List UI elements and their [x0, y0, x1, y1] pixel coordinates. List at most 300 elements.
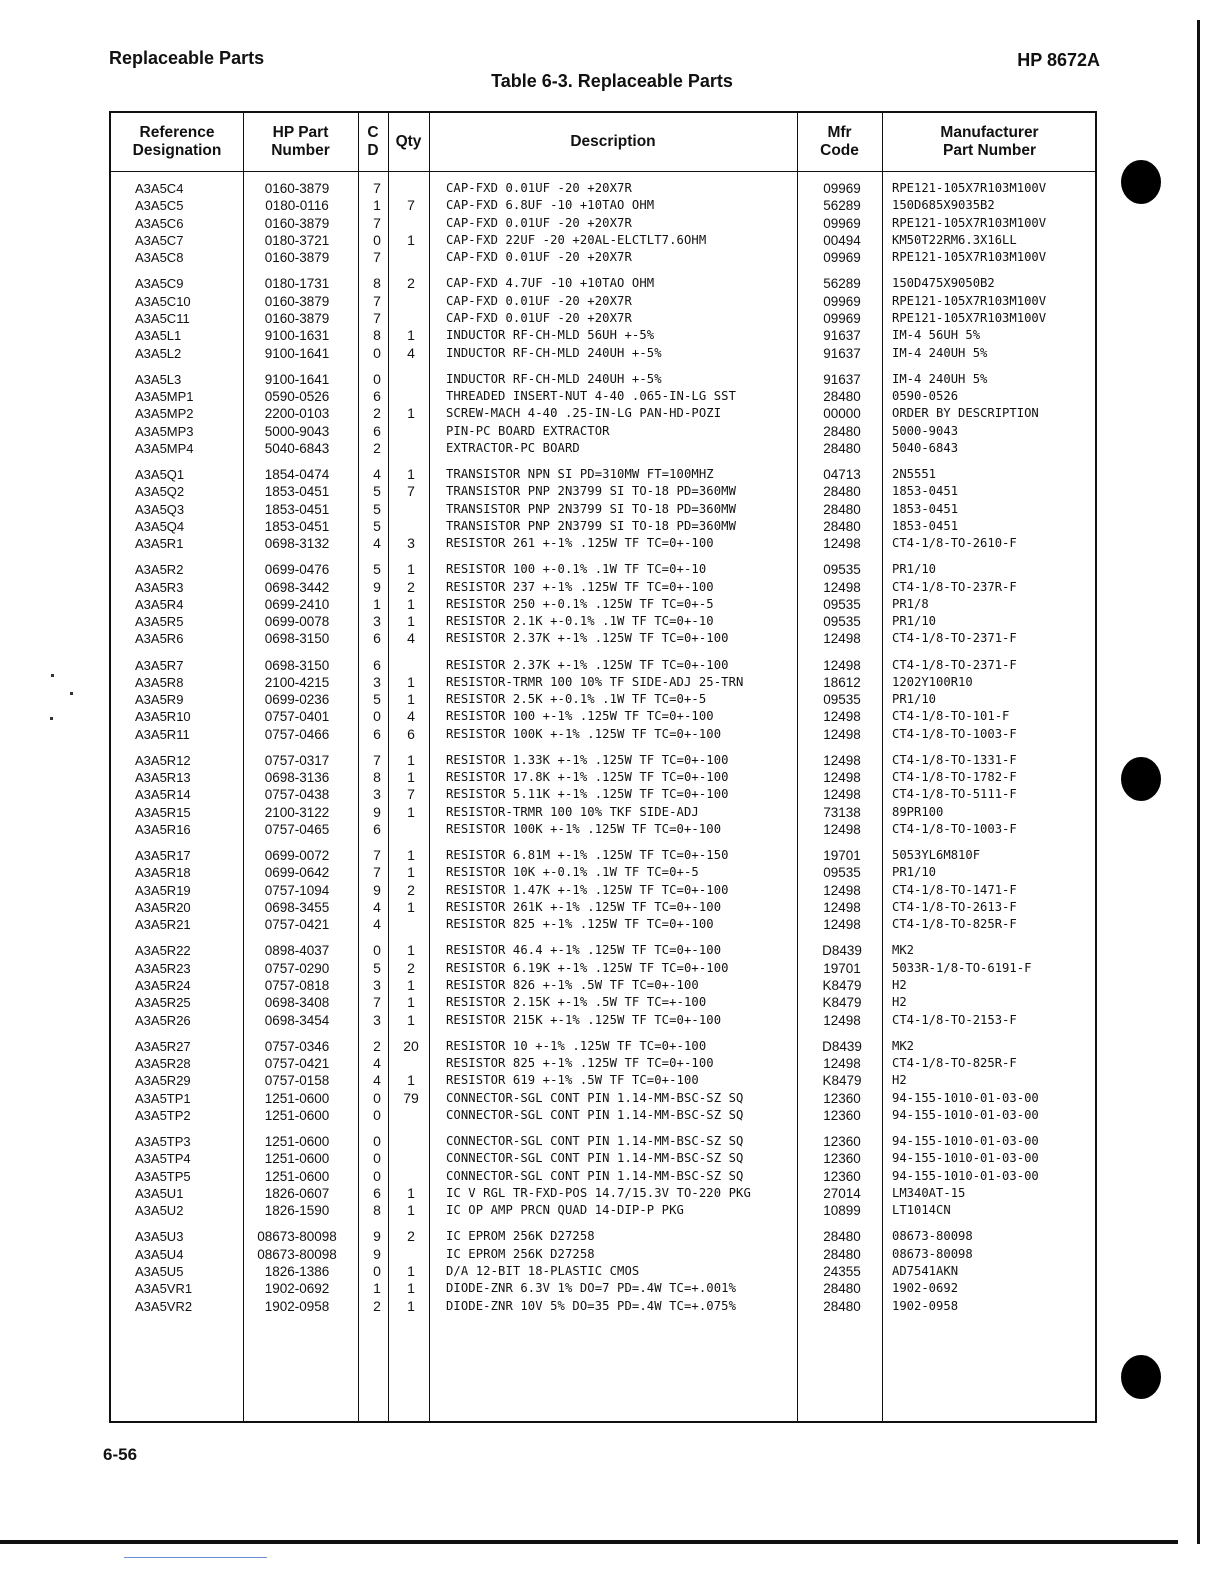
table-row — [111, 726, 1095, 743]
table-row — [111, 232, 1095, 249]
table-row — [111, 466, 1095, 483]
cell-part: 2200-0103 — [264, 406, 330, 422]
cell-mpn: ORDER BY DESCRIPTION — [892, 406, 1039, 421]
col-header-qty: Qty — [395, 133, 422, 150]
cell-mpn: 5040-6843 — [892, 440, 959, 455]
table-row — [111, 899, 1095, 916]
cell-mfr: 28480 — [823, 501, 861, 517]
cell-desc: RESISTOR 46.4 +-1% .125W TF TC=0+-100 — [446, 943, 722, 958]
table-row — [111, 1055, 1095, 1072]
cell-ref: A3A5TP5 — [135, 1168, 191, 1184]
col-header-cd: C D — [367, 124, 379, 159]
cell-mpn: PR1/10 — [892, 692, 937, 707]
table-row — [111, 518, 1095, 535]
cell-desc: CONNECTOR-SGL CONT PIN 1.14-MM-BSC-SZ SQ — [446, 1090, 744, 1105]
table-row — [111, 501, 1095, 518]
cell-mfr: 12498 — [823, 787, 861, 803]
cell-desc: RESISTOR 826 +-1% .5W TF TC=0+-100 — [446, 978, 699, 992]
cell-ref: A3A5R13 — [135, 770, 191, 786]
cell-cd: 4 — [373, 916, 381, 933]
cell-cd: 7 — [373, 847, 381, 864]
cell-desc: CONNECTOR-SGL CONT PIN 1.14-MM-BSC-SZ SQ — [446, 1151, 744, 1166]
cell-mpn: CT4-1/8-TO-2371-F — [892, 631, 1017, 646]
cell-mpn: CT4-1/8-TO-101-F — [892, 709, 1010, 724]
cell-desc: DIODE-ZNR 10V 5% DO=35 PD=.4W TC=+.075% — [446, 1298, 737, 1313]
cell-ref: A3A5Q2 — [135, 484, 185, 500]
cell-qty: 1 — [407, 1280, 415, 1297]
cell-mpn: CT4-1/8-TO-237R-F — [892, 579, 1017, 594]
cell-ref: A3A5MP1 — [135, 388, 194, 404]
cell-qty: 1 — [407, 803, 415, 820]
cell-ref: A3A5C8 — [135, 250, 184, 266]
cell-ref: A3A5TP3 — [135, 1134, 191, 1149]
cell-ref: A3A5Q1 — [135, 466, 185, 482]
cell-desc: RESISTOR 100K +-1% .125W TF TC=0+-100 — [446, 822, 722, 836]
cell-mfr: 00000 — [823, 406, 861, 422]
cell-mpn: 150D685X9035B2 — [892, 198, 995, 213]
cell-desc: RESISTOR 10 +-1% .125W TF TC=0+-100 — [446, 1038, 707, 1053]
binder-hole-icon — [1121, 160, 1161, 204]
cell-cd: 0 — [373, 1089, 381, 1106]
table-row — [111, 674, 1095, 691]
table-row — [111, 1090, 1095, 1107]
cell-qty: 1 — [407, 231, 415, 248]
cell-desc: TRANSISTOR NPN SI PD=310MW FT=100MHZ — [446, 466, 714, 481]
table-row — [111, 483, 1095, 500]
table-row — [111, 180, 1095, 197]
cell-mpn: 89PR100 — [892, 804, 944, 819]
cell-cd: 0 — [373, 1106, 381, 1123]
cell-mpn: RPE121-105X7R103M100V — [892, 310, 1047, 325]
cell-mfr: 09535 — [823, 614, 861, 630]
cell-mpn: 94-155-1010-01-03-00 — [892, 1134, 1039, 1148]
cell-mpn: LT1014CN — [892, 1203, 951, 1218]
cell-qty: 7 — [407, 197, 415, 214]
cell-part: 0698-3455 — [264, 900, 330, 915]
cell-mpn: RPE121-105X7R103M100V — [892, 250, 1047, 265]
table-row — [111, 579, 1095, 596]
cell-ref: A3A5R17 — [135, 848, 191, 864]
cell-part: 1853-0451 — [264, 484, 330, 500]
cell-desc: CAP-FXD 22UF -20 +20AL-ELCTLT7.6OHM — [446, 232, 707, 247]
cell-cd: 4 — [373, 535, 381, 552]
cell-part: 1902-0958 — [264, 1298, 330, 1314]
cell-mfr: 28480 — [823, 388, 861, 404]
cell-mfr: 56289 — [823, 276, 861, 292]
scan-speck — [70, 692, 73, 695]
scan-speck — [51, 674, 54, 677]
cell-mfr: 12498 — [823, 770, 861, 786]
table-row — [111, 657, 1095, 674]
cell-mpn: CT4-1/8-TO-2613-F — [892, 900, 1017, 914]
cell-cd: 9 — [373, 881, 381, 898]
table-row — [111, 405, 1095, 422]
cell-qty: 1 — [407, 1297, 415, 1314]
cell-mpn: 94-155-1010-01-03-00 — [892, 1107, 1039, 1122]
cell-mpn: CT4-1/8-TO-1471-F — [892, 882, 1017, 897]
cell-mpn: H2 — [892, 995, 907, 1010]
cell-qty: 1 — [407, 864, 415, 881]
cell-desc: RESISTOR 100K +-1% .125W TF TC=0+-100 — [446, 726, 722, 741]
cell-qty: 1 — [407, 465, 415, 482]
cell-qty: 79 — [403, 1089, 419, 1106]
cell-cd: 3 — [373, 613, 381, 630]
cell-cd: 2 — [373, 405, 381, 422]
cell-part: 1853-0451 — [264, 501, 330, 517]
cell-ref: A3A5MP4 — [135, 440, 194, 456]
cell-mfr: 91637 — [823, 371, 861, 387]
table-row — [111, 1107, 1095, 1124]
cell-mfr: 12498 — [823, 1056, 861, 1071]
table-row — [111, 249, 1095, 266]
cell-mfr: 18612 — [823, 674, 861, 690]
cell-ref: A3A5R26 — [135, 1012, 191, 1028]
cell-ref: A3A5MP3 — [135, 423, 194, 439]
cell-mpn: 1202Y100R10 — [892, 674, 973, 689]
cell-mfr: 09535 — [823, 562, 861, 578]
cell-cd: 0 — [373, 231, 381, 248]
cell-part: 2100-4215 — [264, 674, 330, 690]
cell-mfr: 12498 — [823, 536, 861, 552]
cell-mpn: 1853-0451 — [892, 501, 959, 516]
cell-ref: A3A5U4 — [135, 1246, 184, 1262]
cell-mpn: MK2 — [892, 943, 915, 958]
cell-qty: 1 — [407, 613, 415, 630]
table-row — [111, 864, 1095, 881]
cell-mfr: 09969 — [823, 181, 861, 196]
cell-part: 9100-1641 — [264, 371, 330, 387]
cell-mfr: 12498 — [823, 657, 861, 673]
cell-cd: 1 — [373, 197, 381, 214]
cell-part: 0699-0642 — [264, 865, 330, 881]
cell-mpn: 1902-0692 — [892, 1281, 959, 1296]
cell-qty: 1 — [407, 1202, 415, 1219]
cell-cd: 7 — [373, 864, 381, 881]
cell-ref: A3A5R12 — [135, 752, 191, 768]
table-row — [111, 630, 1095, 647]
table-row — [111, 388, 1095, 405]
cell-cd: 2 — [373, 439, 381, 456]
cell-mfr: 19701 — [823, 960, 861, 976]
cell-ref: A3A5VR2 — [135, 1298, 193, 1314]
cell-mpn: 08673-80098 — [892, 1246, 973, 1261]
cell-part: 0757-0818 — [264, 978, 330, 993]
cell-ref: A3A5R5 — [135, 614, 184, 630]
cell-mfr: K8479 — [822, 1073, 862, 1089]
cell-part: 0160-3879 — [264, 215, 330, 231]
cell-ref: A3A5Q3 — [135, 501, 185, 517]
cell-desc: RESISTOR 10K +-0.1% .1W TF TC=0+-5 — [446, 865, 699, 880]
cell-cd: 8 — [373, 1202, 381, 1219]
cell-ref: A3A5R24 — [135, 978, 191, 993]
cell-mfr: 19701 — [823, 848, 861, 864]
cell-cd: 3 — [373, 1011, 381, 1028]
cell-mpn: CT4-1/8-TO-2371-F — [892, 657, 1017, 672]
cell-ref: A3A5R14 — [135, 787, 191, 803]
cell-desc: RESISTOR 825 +-1% .125W TF TC=0+-100 — [446, 1056, 714, 1070]
cell-mfr: 09535 — [823, 596, 861, 612]
cell-mfr: K8479 — [822, 978, 862, 993]
cell-mfr: 28480 — [823, 1246, 861, 1262]
cell-ref: A3A5R16 — [135, 822, 191, 837]
cell-cd: 0 — [373, 1167, 381, 1184]
cell-cd: 1 — [373, 1280, 381, 1297]
cell-cd: 0 — [373, 1150, 381, 1167]
cell-qty: 7 — [407, 483, 415, 500]
cell-ref: A3A5R1 — [135, 536, 184, 552]
cell-mfr: 28480 — [823, 1281, 861, 1297]
cell-part: 1251-0600 — [264, 1107, 330, 1123]
cell-cd: 7 — [373, 214, 381, 231]
cell-part: 1826-0607 — [264, 1185, 330, 1201]
table-row — [111, 1246, 1095, 1263]
cell-cd: 6 — [373, 821, 381, 837]
cell-mfr: 91637 — [823, 345, 861, 361]
cell-ref: A3A5VR1 — [135, 1281, 193, 1297]
cell-mfr: 91637 — [823, 328, 861, 344]
cell-cd: 0 — [373, 1262, 381, 1279]
cell-mpn: PR1/10 — [892, 614, 937, 629]
cell-part: 0757-0317 — [264, 752, 330, 768]
cell-part: 0590-0526 — [264, 388, 330, 404]
table-row — [111, 371, 1095, 388]
cell-cd: 4 — [373, 1055, 381, 1071]
cell-mfr: 09969 — [823, 310, 861, 326]
cell-desc: RESISTOR 237 +-1% .125W TF TC=0+-100 — [446, 579, 714, 594]
cell-desc: RESISTOR 100 +-0.1% .1W TF TC=0+-10 — [446, 562, 707, 577]
cell-cd: 5 — [373, 500, 381, 517]
cell-mpn: CT4-1/8-TO-1331-F — [892, 752, 1017, 767]
cell-qty: 1 — [407, 405, 415, 422]
cell-desc: TRANSISTOR PNP 2N3799 SI TO-18 PD=360MW — [446, 484, 737, 499]
cell-qty: 1 — [407, 769, 415, 786]
col-header-mfr-code: Mfr Code — [820, 124, 859, 159]
cell-mpn: CT4-1/8-TO-2610-F — [892, 536, 1017, 551]
cell-part: 08673-80098 — [257, 1246, 337, 1262]
cell-mfr: 28480 — [823, 423, 861, 439]
cell-cd: 6 — [373, 656, 381, 673]
table-row — [111, 596, 1095, 613]
cell-mpn: IM-4 240UH 5% — [892, 345, 988, 360]
cell-cd: 0 — [373, 942, 381, 959]
cell-desc: RESISTOR 1.47K +-1% .125W TF TC=0+-100 — [446, 882, 729, 897]
cell-ref: A3A5R25 — [135, 995, 191, 1011]
table-row — [111, 1228, 1095, 1245]
cell-cd: 6 — [373, 725, 381, 742]
cell-qty: 2 — [407, 578, 415, 595]
cell-mpn: RPE121-105X7R103M100V — [892, 215, 1047, 230]
cell-ref: A3A5R2 — [135, 562, 184, 578]
cell-ref: A3A5R22 — [135, 943, 191, 959]
cell-part: 1251-0600 — [264, 1151, 330, 1167]
cell-qty: 4 — [407, 708, 415, 725]
cell-desc: RESISTOR 2.37K +-1% .125W TF TC=0+-100 — [446, 657, 729, 672]
cell-part: 9100-1631 — [264, 328, 330, 344]
cell-mfr: 09969 — [823, 250, 861, 266]
cell-desc: DIODE-ZNR 6.3V 1% DO=7 PD=.4W TC=+.001% — [446, 1281, 737, 1296]
cell-mfr: 12498 — [823, 1012, 861, 1028]
cell-mfr: 12360 — [823, 1090, 861, 1106]
cell-ref: A3A5C9 — [135, 276, 184, 292]
cell-cd: 8 — [373, 275, 381, 292]
cell-part: 0757-0421 — [264, 917, 330, 933]
cell-cd: 9 — [373, 803, 381, 820]
cell-cd: 0 — [373, 370, 381, 387]
cell-qty: 7 — [407, 786, 415, 803]
cell-qty: 20 — [403, 1037, 419, 1054]
cell-qty: 1 — [407, 847, 415, 864]
cell-mfr: 12498 — [823, 726, 861, 742]
cell-cd: 0 — [373, 1133, 381, 1149]
cell-mfr: D8439 — [822, 1038, 862, 1054]
cell-mfr: 24355 — [823, 1263, 861, 1279]
cell-mpn: 94-155-1010-01-03-00 — [892, 1168, 1039, 1183]
page-edge-line — [1197, 20, 1200, 1544]
cell-mpn: CT4-1/8-TO-1003-F — [892, 822, 1017, 836]
table-row — [111, 1012, 1095, 1029]
cell-qty: 1 — [407, 1011, 415, 1028]
cell-part: 0757-0421 — [264, 1056, 330, 1071]
cell-part: 5040-6843 — [264, 440, 330, 456]
cell-qty: 1 — [407, 561, 415, 578]
cell-part: 1251-0600 — [264, 1134, 330, 1149]
cell-cd: 8 — [373, 327, 381, 344]
cell-mpn: 0590-0526 — [892, 388, 959, 403]
cell-part: 1853-0451 — [264, 518, 330, 534]
cell-mpn: CT4-1/8-TO-1782-F — [892, 770, 1017, 785]
table-row — [111, 804, 1095, 821]
cell-ref: A3A5R27 — [135, 1038, 191, 1054]
cell-cd: 7 — [373, 751, 381, 768]
cell-mpn: CT4-1/8-TO-2153-F — [892, 1012, 1017, 1027]
cell-ref: A3A5TP4 — [135, 1151, 191, 1167]
cell-cd: 7 — [373, 292, 381, 309]
cell-cd: 9 — [373, 1245, 381, 1262]
cell-cd: 6 — [373, 422, 381, 439]
cell-desc: RESISTOR 250 +-0.1% .125W TF TC=0+-5 — [446, 596, 714, 611]
cell-mpn: 2N5551 — [892, 466, 937, 481]
cell-ref: A3A5R20 — [135, 900, 191, 915]
cell-qty: 1 — [407, 595, 415, 612]
cell-cd: 3 — [373, 977, 381, 993]
cell-ref: A3A5R21 — [135, 917, 191, 933]
cell-mfr: 12498 — [823, 709, 861, 725]
cell-mpn: 08673-80098 — [892, 1229, 973, 1244]
cell-mfr: 00494 — [823, 232, 861, 248]
cell-qty: 1 — [407, 1262, 415, 1279]
cell-mfr: 12360 — [823, 1168, 861, 1184]
table-row — [111, 977, 1095, 994]
cell-ref: A3A5R11 — [135, 726, 190, 742]
cell-desc: RESISTOR 100 +-1% .125W TF TC=0+-100 — [446, 709, 714, 724]
cell-desc: CAP-FXD 0.01UF -20 +20X7R — [446, 310, 632, 325]
cell-part: 0698-3132 — [264, 536, 330, 552]
col-header-part-number: HP Part Number — [271, 124, 330, 159]
cell-desc: SCREW-MACH 4-40 .25-IN-LG PAN-HD-POZI — [446, 406, 722, 421]
table-row — [111, 1133, 1095, 1150]
cell-part: 1251-0600 — [264, 1168, 330, 1184]
cell-part: 0757-0346 — [264, 1038, 330, 1054]
cell-cd: 5 — [373, 483, 381, 500]
cell-desc: RESISTOR 5.11K +-1% .125W TF TC=0+-100 — [446, 787, 729, 802]
cell-qty: 6 — [407, 725, 415, 742]
cell-part: 08673-80098 — [257, 1229, 337, 1245]
parts-table — [109, 111, 1097, 1423]
cell-desc: RESISTOR 261 +-1% .125W TF TC=0+-100 — [446, 536, 714, 551]
cell-ref: A3A5R23 — [135, 960, 191, 976]
cell-desc: CONNECTOR-SGL CONT PIN 1.14-MM-BSC-SZ SQ — [446, 1134, 744, 1148]
cell-part: 0698-3442 — [264, 579, 330, 595]
cell-qty: 1 — [407, 691, 415, 708]
cell-ref: A3A5R6 — [135, 631, 184, 647]
cell-desc: IC EPROM 256K D27258 — [446, 1229, 595, 1244]
cell-desc: RESISTOR 2.37K +-1% .125W TF TC=0+-100 — [446, 631, 729, 646]
cell-part: 0757-1094 — [264, 882, 330, 898]
cell-qty: 2 — [407, 881, 415, 898]
cell-cd: 9 — [373, 578, 381, 595]
cell-mpn: AD7541AKN — [892, 1263, 959, 1278]
table-row — [111, 1202, 1095, 1219]
table-row — [111, 423, 1095, 440]
cell-ref: A3A5R7 — [135, 657, 184, 673]
cell-desc: CONNECTOR-SGL CONT PIN 1.14-MM-BSC-SZ SQ — [446, 1107, 744, 1122]
table-row — [111, 275, 1095, 292]
cell-mfr: 28480 — [823, 440, 861, 456]
binder-hole-icon — [1121, 757, 1161, 801]
table-row — [111, 215, 1095, 232]
cell-desc: D/A 12-BIT 18-PLASTIC CMOS — [446, 1263, 640, 1278]
cell-cd: 7 — [373, 309, 381, 326]
cell-qty: 1 — [407, 994, 415, 1011]
cell-part: 0699-0072 — [264, 848, 330, 864]
cell-part: 0698-3408 — [264, 995, 330, 1011]
cell-cd: 6 — [373, 1184, 381, 1201]
cell-mfr: 09969 — [823, 215, 861, 231]
cell-part: 0180-1731 — [264, 276, 330, 292]
cell-ref: A3A5L1 — [135, 328, 182, 344]
cell-mfr: 12498 — [823, 882, 861, 898]
cell-part: 0699-2410 — [264, 596, 330, 612]
table-row — [111, 752, 1095, 769]
cell-qty: 1 — [407, 899, 415, 915]
cell-mpn: 5053YL6M810F — [892, 848, 981, 863]
cell-desc: CAP-FXD 0.01UF -20 +20X7R — [446, 250, 632, 265]
cell-mpn: IM-4 240UH 5% — [892, 371, 988, 386]
cell-cd: 5 — [373, 691, 381, 708]
col-header-description: Description — [570, 133, 656, 150]
table-row — [111, 942, 1095, 959]
cell-mpn: 94-155-1010-01-03-00 — [892, 1151, 1039, 1166]
cell-mfr: 28480 — [823, 518, 861, 534]
cell-part: 1251-0600 — [264, 1090, 330, 1106]
cell-qty: 1 — [407, 1184, 415, 1201]
cell-cd: 0 — [373, 344, 381, 361]
table-row — [111, 1185, 1095, 1202]
col-header-mfr-part-number: Manufacturer Part Number — [940, 124, 1039, 159]
cell-mfr: 04713 — [823, 466, 861, 482]
cell-ref: A3A5U5 — [135, 1263, 184, 1279]
cell-mpn: 1853-0451 — [892, 518, 959, 533]
cell-mfr: 27014 — [823, 1185, 861, 1201]
cell-part: 1826-1386 — [264, 1263, 330, 1279]
cell-cd: 4 — [373, 899, 381, 915]
cell-qty: 4 — [407, 630, 415, 647]
cell-mfr: 12498 — [823, 900, 861, 915]
cell-ref: A3A5TP2 — [135, 1107, 191, 1123]
cell-desc: RESISTOR 619 +-1% .5W TF TC=0+-100 — [446, 1073, 699, 1088]
cell-ref: A3A5MP2 — [135, 406, 194, 422]
cell-cd: 5 — [373, 561, 381, 578]
